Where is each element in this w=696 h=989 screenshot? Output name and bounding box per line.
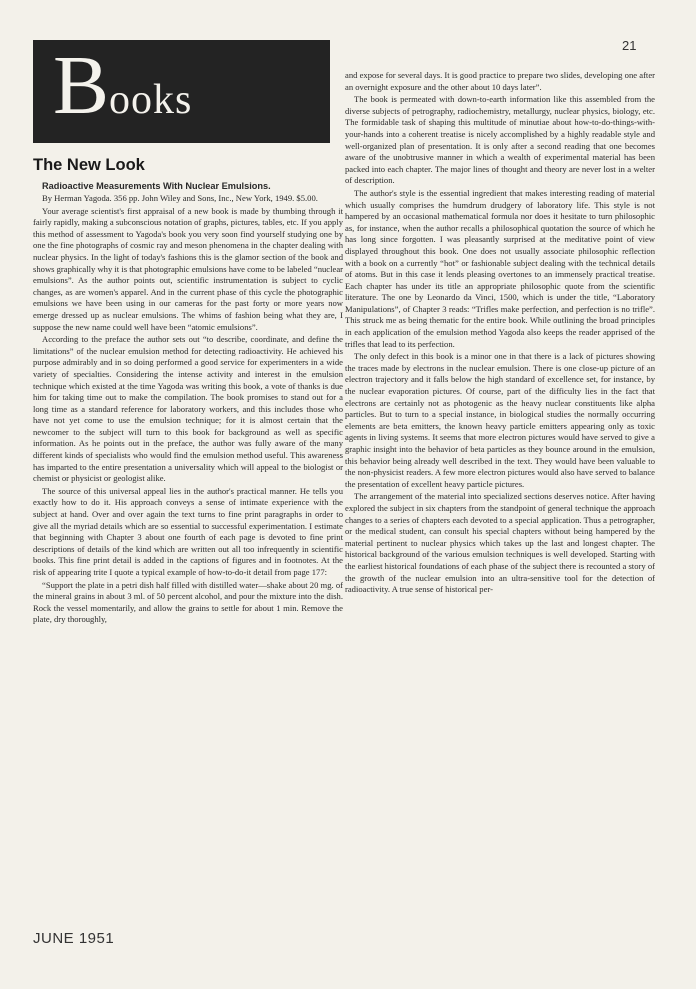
- books-section-banner: [33, 40, 330, 143]
- book-title: Radioactive Measurements With Nuclear Emulsions.: [42, 181, 271, 191]
- paragraph: Your average scientist's first appraisal of a new book is made by thumbing through it fairly rapidly, making a subconscious notation of graphs, pictures, tables, etc. If you apply this method of assessment to Yagoda's book you very soon find yourself studying one by one the fine photographs of cosmic ray and meson phenomena in the chapter dealing with nuclear physics. In the light of today's fashions this is the glamor section of the book and shows graphically why it is that photographic emulsions have come to be labeled “nuclear emulsions”. As the author points out, scientific instrumentation is subject to cyclic changes, as are women's apparel. And in the current phase of this cycle the photographic emulsions we have been using in our cameras for the past forty or more years now emerge dressed up as nuclear emulsions. The whims of fashion being what they are, I suppose the new name could well have been “atomic emulsions”.: [33, 205, 343, 332]
- book-citation: By Herman Yagoda. 356 pp. John Wiley and Sons, Inc., New York, 1949. $5.00.: [42, 193, 318, 203]
- books-banner-initial: B: [53, 40, 110, 132]
- paragraph: The arrangement of the material into specialized sections deserves notice. After having explored the subject in six chapters from the standpoint of general technique the approach changes to a series of chapters each devoted to a special application. Thus a petrographer, or the medical student, can consult his special chapters without being hampered by the material pertinent to nuclear physics which takes up the last and longest chapter. The historical background of the various emulsion techniques is well developed. Starting with the earliest historical foundations of each phase of the subject there is recounted a story of the growth of the nuclear emulsion into an ultra-sensitive tool for the detection of radioactivity. A true sense of historical per-: [345, 491, 655, 595]
- books-banner-title: [53, 40, 193, 132]
- paragraph: According to the preface the author sets out “to describe, coordinate, and define the limitations” of the nuclear emulsion method for detecting radioactivity. He achieved his purpose admirably and in so doing performed a good service for experimenters in a wide variety of specialties. Considering the intense activity and interest in the emulsion technique which existed at the time Yagoda was writing this book, a vote of thanks is due him for taking time out to make the compilation. The book promises to stand out for a long time as a standard reference for laboratory workers, and this includes those who have not yet come to use the emulsion technique; for it is almost certain that the newcomer to the subject will turn to this book for background as well as specific information. As he points out in the preface, the author was fully aware of the many different kinds of specialists who would find the emulsion method useful. This awareness has imparted to the entire presentation a universality which will appeal to the biologist or chemist or physicist or geologist alike.: [33, 334, 343, 484]
- paragraph: The only defect in this book is a minor one in that there is a lack of pictures showing the traces made by electrons in the nuclear emulsion. There is one close-up picture of an electron trajectory and it falls below the high standard of excellence set, for instance, by the nuclear evaporation pictures. Of course, part of the difficulty lies in the fact that electrons are certainly not as photogenic as the heavy nuclear constituents like alpha particles. But to turn to a special instance, in biological studies the normally occurring elements are beta emitters, the known heavy particle emitters appearing only as toxic agents in living systems. It seems that more electron pictures would have served to give a graphic insight into the behavior of beta particles as they bounce around in the emulsion, this behavior being already well described in the text. They would have been valuable to the non-physicist readers. A few more electron pictures would also have served to balance the presentation of excellent heavy particle pictures.: [345, 351, 655, 489]
- quoted-paragraph: “Support the plate in a petri dish half filled with distilled water—shake about 20 mg. of the mineral grains in about 3 ml. of 50 percent alcohol, and pour the mixture into the dish. Rock the vessel momentarily, and allow the grains to settle for about 1 min. Remove the plate, dry thoroughly,: [33, 579, 343, 625]
- right-column: [345, 70, 655, 892]
- paragraph: The source of this universal appeal lies in the author's practical manner. He tells you exactly how to do it. His approach conveys a sense of intimate experience with the subject at hand. Over and over again the text turns to fine print paragraphs in order to give all the myriad details which are so essential to successful experimentation. I estimate that beginning with Chapter 3 about one fourth of each page is devoted to fine print descriptions of details of the kind which are written out all too infrequently in scientific books. This fine print detail is added in the captions of figures and in footnotes. At the risk of appearing trite I quote a typical example of how-to-do-it detail from page 177:: [33, 485, 343, 577]
- books-banner-rest: ooks: [109, 77, 193, 123]
- paragraph: The author's style is the essential ingredient that makes interesting reading of material which usually comprises the humdrum drudgery of laboratory life. This style is not hampered by an occasional mathematical formula nor does it hesitate to turn philosophic as, for instance, when the author recalls a philosophical quotation the source of which he has long since forgotten. I was pleasantly surprised at the meditative point of view displayed throughout this book. One does not usually associate philosophic reflection with a book on a currently “hot” or fashionable subject dealing with the technical details of atoms. But in this case it lends pleasing overtones to an immensely practical treatise. Each chapter has under its title an appropriate philosophic quote from the scientific literature. The one by Leonardo da Vinci, 1500, which is under the title, “Laboratory Manipulations”, of Chapter 3 reads: “Trifles make perfection, and perfection is no trifle”. This struck me as being thematic for the entire book. While outlining the broad principles in each application of the emulsion method Yagoda also keeps the reader apprised of the trifles that lead to its perfection.: [345, 187, 655, 349]
- review-heading: The New Look: [33, 156, 145, 174]
- paragraph-continuation: and expose for several days. It is good practice to prepare two slides, developing one after an overnight exposure and the other about 10 days later”.: [345, 70, 655, 92]
- issue-date: JUNE 1951: [33, 930, 115, 947]
- page-number: 21: [622, 38, 637, 53]
- left-column: [33, 180, 343, 892]
- paragraph: The book is permeated with down-to-earth information like this assembled from the diverse subjects of petrography, radiochemistry, metallurgy, nuclear physics, biology, etc. The formidable task of shaping this multitude of minutiae about how-to-do-things-with-your-hands into a coherent treatise is nicely accomplished by a highly readable style and well-organized plan of presentation. It is only after a second reading that one becomes aware of the unobtrusive manner in which a wealth of experimental material has been packed into each chapter. The major lines of thought and theory are never lost in a welter of description.: [345, 94, 655, 186]
